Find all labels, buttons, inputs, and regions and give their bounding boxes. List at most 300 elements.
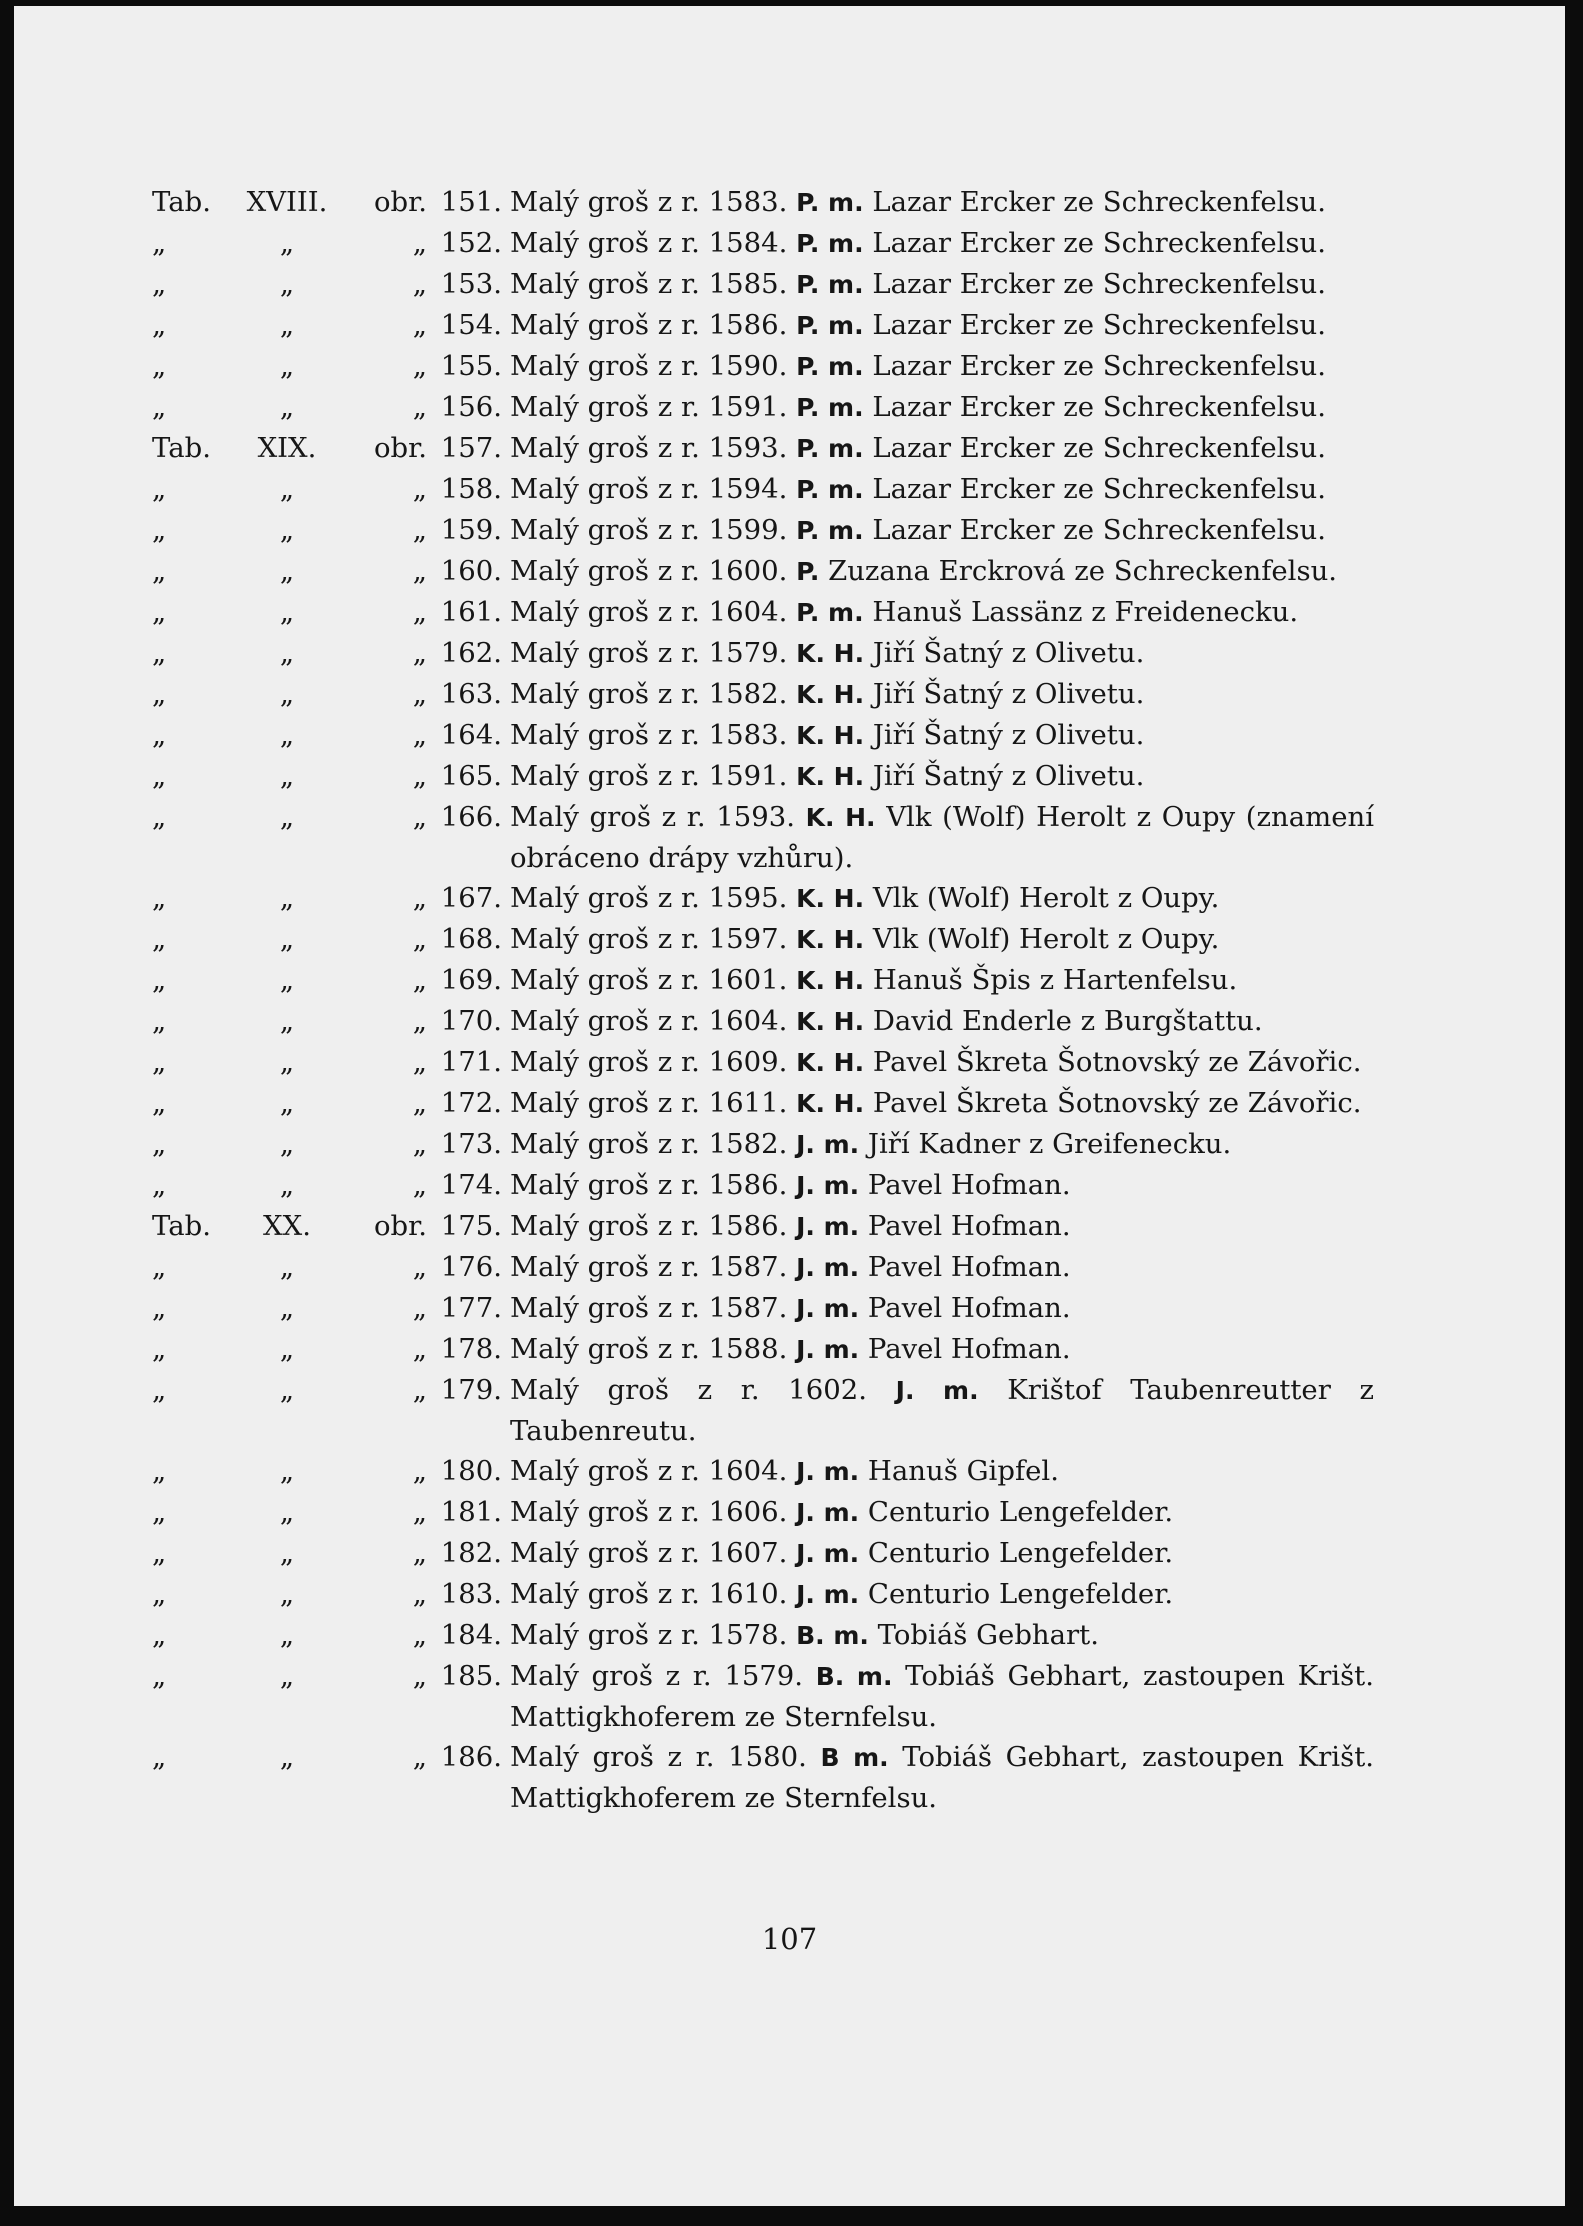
mint-mark: K. H. bbox=[796, 639, 865, 668]
mint-mark: K. H. bbox=[796, 680, 865, 709]
plate-label: „ bbox=[152, 1292, 167, 1324]
entry-description bbox=[510, 878, 1374, 919]
figure-number: 155. bbox=[440, 350, 502, 382]
mint-mark: B m. bbox=[820, 1743, 889, 1772]
mint-mark: P. m. bbox=[796, 270, 864, 299]
catalog-entry bbox=[152, 674, 1374, 715]
figure-label: „ bbox=[412, 1251, 427, 1283]
coin-description: Malý groš z r. 1604. bbox=[510, 596, 788, 628]
entry-description bbox=[510, 1247, 1374, 1288]
plate-label: Tab. bbox=[152, 186, 211, 218]
entry-description bbox=[510, 346, 1374, 387]
coin-description: Malý groš z r. 1591. bbox=[510, 760, 788, 792]
mint-mark: P. m. bbox=[796, 229, 864, 258]
mint-mark: P. m. bbox=[796, 352, 864, 381]
figure-number: 154. bbox=[440, 309, 502, 341]
mint-mark: P. m. bbox=[796, 516, 864, 545]
catalog-entry bbox=[152, 715, 1374, 756]
figure-label: „ bbox=[412, 1128, 427, 1160]
plate-number: „ bbox=[279, 1169, 295, 1201]
figure-label: „ bbox=[412, 882, 427, 914]
catalog-entry bbox=[152, 1451, 1374, 1492]
entry-description bbox=[510, 182, 1374, 223]
mintmaster-name: Lazar Ercker ze Schreckenfelsu. bbox=[872, 391, 1326, 423]
figure-label: „ bbox=[412, 1169, 427, 1201]
figure-label: „ bbox=[412, 760, 427, 792]
plate-number: „ bbox=[279, 309, 295, 341]
catalog-entry bbox=[152, 264, 1374, 305]
catalog-entry bbox=[152, 1329, 1374, 1370]
coin-description: Malý groš z r. 1582. bbox=[510, 678, 788, 710]
figure-label: „ bbox=[412, 1046, 427, 1078]
catalog-entry bbox=[152, 1124, 1374, 1165]
entry-description bbox=[510, 387, 1374, 428]
figure-label: „ bbox=[412, 964, 427, 996]
catalog-entry bbox=[152, 960, 1374, 1001]
plate-label: „ bbox=[152, 1578, 167, 1610]
plate-label: „ bbox=[152, 1455, 167, 1487]
coin-description: Malý groš z r. 1587. bbox=[510, 1292, 788, 1324]
mint-mark: P. bbox=[796, 557, 820, 586]
entry-description bbox=[510, 1737, 1374, 1818]
plate-number: „ bbox=[279, 514, 295, 546]
mint-mark: J. m. bbox=[796, 1130, 860, 1159]
entry-description bbox=[510, 223, 1374, 264]
mint-mark: K. H. bbox=[796, 966, 865, 995]
entry-description bbox=[510, 1615, 1374, 1656]
mintmaster-name: Lazar Ercker ze Schreckenfelsu. bbox=[872, 514, 1326, 546]
figure-number: 186. bbox=[440, 1741, 502, 1773]
coin-description: Malý groš z r. 1578. bbox=[510, 1619, 788, 1651]
plate-label: „ bbox=[152, 350, 167, 382]
mintmaster-name: Hanuš Lassänz z Freidenecku. bbox=[872, 596, 1299, 628]
figure-label: obr. bbox=[373, 186, 427, 218]
coin-description: Malý groš z r. 1595. bbox=[510, 882, 788, 914]
plate-number: „ bbox=[279, 1251, 295, 1283]
plate-label: „ bbox=[152, 637, 167, 669]
catalog-entry bbox=[152, 182, 1374, 223]
plate-label: „ bbox=[152, 1537, 167, 1569]
mint-mark: P. m. bbox=[796, 434, 864, 463]
plate-number: „ bbox=[279, 760, 295, 792]
plate-label: „ bbox=[152, 801, 167, 833]
mintmaster-name: Zuzana Erckrová ze Schreckenfelsu. bbox=[828, 555, 1338, 587]
coin-description: Malý groš z r. 1588. bbox=[510, 1333, 788, 1365]
mint-mark: K. H. bbox=[796, 762, 865, 791]
figure-number: 179. bbox=[440, 1374, 502, 1406]
mintmaster-name: Vlk (Wolf) Herolt z Oupy (znamení obráceno drápy vzhůru). bbox=[510, 801, 1374, 874]
figure-number: 172. bbox=[440, 1087, 502, 1119]
entry-description bbox=[510, 797, 1374, 878]
plate-number: „ bbox=[279, 637, 295, 669]
mintmaster-name: Lazar Ercker ze Schreckenfelsu. bbox=[872, 186, 1326, 218]
plate-number: „ bbox=[279, 1087, 295, 1119]
coin-description: Malý groš z r. 1586. bbox=[510, 309, 788, 341]
figure-label: „ bbox=[412, 514, 427, 546]
mintmaster-name: Vlk (Wolf) Herolt z Oupy. bbox=[872, 923, 1220, 955]
mintmaster-name: Pavel Hofman. bbox=[867, 1333, 1071, 1365]
figure-number: 156. bbox=[440, 391, 502, 423]
mintmaster-name: Centurio Lengefelder. bbox=[867, 1537, 1174, 1569]
figure-label: „ bbox=[412, 309, 427, 341]
figure-label: „ bbox=[412, 1292, 427, 1324]
mint-mark: J. m. bbox=[796, 1171, 860, 1200]
catalog-entry bbox=[152, 1737, 1374, 1818]
plate-number: „ bbox=[279, 1578, 295, 1610]
plate-label: „ bbox=[152, 882, 167, 914]
catalog-entry bbox=[152, 510, 1374, 551]
figure-label: „ bbox=[412, 555, 427, 587]
mint-mark: J. m. bbox=[796, 1539, 860, 1568]
mint-mark: P. m. bbox=[796, 598, 864, 627]
mintmaster-name: Hanuš Špis z Hartenfelsu. bbox=[872, 964, 1238, 996]
entry-description bbox=[510, 960, 1374, 1001]
catalog-entry bbox=[152, 878, 1374, 919]
mint-mark: K. H. bbox=[796, 925, 865, 954]
catalog-entry bbox=[152, 305, 1374, 346]
catalog-entry bbox=[152, 756, 1374, 797]
mint-mark: P. m. bbox=[796, 393, 864, 422]
plate-label: „ bbox=[152, 1741, 167, 1773]
plate-number: „ bbox=[279, 1374, 295, 1406]
mintmaster-name: Jiří Šatný z Olivetu. bbox=[872, 678, 1145, 710]
figure-label: obr. bbox=[373, 432, 427, 464]
plate-number: „ bbox=[279, 391, 295, 423]
mintmaster-name: Lazar Ercker ze Schreckenfelsu. bbox=[872, 473, 1326, 505]
mint-mark: J. m. bbox=[796, 1253, 860, 1282]
coin-description: Malý groš z r. 1601. bbox=[510, 964, 788, 996]
mintmaster-name: Vlk (Wolf) Herolt z Oupy. bbox=[872, 882, 1220, 914]
plate-label: „ bbox=[152, 596, 167, 628]
figure-label: „ bbox=[412, 1660, 427, 1692]
coin-description: Malý groš z r. 1582. bbox=[510, 1128, 788, 1160]
figure-label: „ bbox=[412, 1619, 427, 1651]
figure-number: 162. bbox=[440, 637, 502, 669]
catalog-entry bbox=[152, 1574, 1374, 1615]
plate-number: „ bbox=[279, 268, 295, 300]
plate-number: „ bbox=[279, 1046, 295, 1078]
coin-description: Malý groš z r. 1607. bbox=[510, 1537, 788, 1569]
mint-mark: K. H. bbox=[796, 1089, 865, 1118]
plate-label: „ bbox=[152, 514, 167, 546]
catalog-entry bbox=[152, 1533, 1374, 1574]
catalog-entry bbox=[152, 223, 1374, 264]
mint-mark: B. m. bbox=[796, 1621, 869, 1650]
catalog-entry bbox=[152, 1206, 1374, 1247]
plate-label: „ bbox=[152, 1333, 167, 1365]
catalog-entry bbox=[152, 1042, 1374, 1083]
catalog-entry bbox=[152, 1492, 1374, 1533]
figure-label: „ bbox=[412, 391, 427, 423]
plate-number: „ bbox=[279, 350, 295, 382]
plate-number: „ bbox=[279, 923, 295, 955]
mint-mark: P. m. bbox=[796, 475, 864, 504]
entry-description bbox=[510, 1451, 1374, 1492]
mint-mark: B. m. bbox=[815, 1662, 893, 1691]
figure-label: „ bbox=[412, 637, 427, 669]
figure-label: „ bbox=[412, 268, 427, 300]
coin-description: Malý groš z r. 1583. bbox=[510, 186, 788, 218]
plate-label: „ bbox=[152, 1496, 167, 1528]
plate-list bbox=[152, 182, 1374, 1818]
coin-description: Malý groš z r. 1599. bbox=[510, 514, 788, 546]
figure-label: obr. bbox=[373, 1210, 427, 1242]
plate-label: „ bbox=[152, 1005, 167, 1037]
entry-description bbox=[510, 756, 1374, 797]
entry-description bbox=[510, 305, 1374, 346]
plate-number: „ bbox=[279, 719, 295, 751]
mintmaster-name: Pavel Škreta Šotnovský ze Závořic. bbox=[872, 1046, 1362, 1078]
mintmaster-name: Centurio Lengefelder. bbox=[867, 1496, 1174, 1528]
catalog-entry bbox=[152, 1615, 1374, 1656]
entry-description bbox=[510, 1083, 1374, 1124]
figure-number: 175. bbox=[440, 1210, 502, 1242]
plate-number: „ bbox=[279, 473, 295, 505]
figure-label: „ bbox=[412, 1496, 427, 1528]
figure-number: 173. bbox=[440, 1128, 502, 1160]
mintmaster-name: Jiří Šatný z Olivetu. bbox=[872, 719, 1145, 751]
figure-number: 176. bbox=[440, 1251, 502, 1283]
entry-description bbox=[510, 1574, 1374, 1615]
mint-mark: K. H. bbox=[796, 1007, 865, 1036]
figure-number: 160. bbox=[440, 555, 502, 587]
coin-description: Malý groš z r. 1602. bbox=[510, 1374, 867, 1406]
figure-label: „ bbox=[412, 1741, 427, 1773]
figure-number: 168. bbox=[440, 923, 502, 955]
plate-number: „ bbox=[279, 801, 295, 833]
coin-description: Malý groš z r. 1580. bbox=[510, 1741, 807, 1773]
plate-number: „ bbox=[279, 678, 295, 710]
coin-description: Malý groš z r. 1606. bbox=[510, 1496, 788, 1528]
entry-description bbox=[510, 1370, 1374, 1451]
plate-number: „ bbox=[279, 1741, 295, 1773]
plate-label: „ bbox=[152, 1087, 167, 1119]
figure-number: 159. bbox=[440, 514, 502, 546]
catalog-entry bbox=[152, 1288, 1374, 1329]
coin-description: Malý groš z r. 1583. bbox=[510, 719, 788, 751]
figure-number: 169. bbox=[440, 964, 502, 996]
entry-description bbox=[510, 1533, 1374, 1574]
mintmaster-name: Lazar Ercker ze Schreckenfelsu. bbox=[872, 432, 1326, 464]
coin-description: Malý groš z r. 1593. bbox=[510, 801, 795, 833]
mintmaster-name: Hanuš Gipfel. bbox=[867, 1455, 1059, 1487]
mintmaster-name: Pavel Hofman. bbox=[867, 1251, 1071, 1283]
coin-description: Malý groš z r. 1586. bbox=[510, 1169, 788, 1201]
entry-description bbox=[510, 1124, 1374, 1165]
plate-label: „ bbox=[152, 1046, 167, 1078]
figure-number: 167. bbox=[440, 882, 502, 914]
mintmaster-name: Jiří Kadner z Greifenecku. bbox=[867, 1128, 1232, 1160]
figure-number: 183. bbox=[440, 1578, 502, 1610]
entry-description bbox=[510, 1329, 1374, 1370]
plate-number: „ bbox=[279, 1333, 295, 1365]
scanned-page bbox=[14, 6, 1565, 2206]
coin-description: Malý groš z r. 1579. bbox=[510, 1660, 804, 1692]
entry-description bbox=[510, 1656, 1374, 1737]
figure-number: 184. bbox=[440, 1619, 502, 1651]
mintmaster-name: Tobiáš Gebhart. bbox=[877, 1619, 1099, 1651]
figure-number: 181. bbox=[440, 1496, 502, 1528]
mintmaster-name: Jiří Šatný z Olivetu. bbox=[872, 637, 1145, 669]
figure-number: 166. bbox=[440, 801, 502, 833]
entry-description bbox=[510, 592, 1374, 633]
figure-number: 165. bbox=[440, 760, 502, 792]
plate-label: „ bbox=[152, 391, 167, 423]
figure-label: „ bbox=[412, 1578, 427, 1610]
entry-description bbox=[510, 1288, 1374, 1329]
catalog-entry bbox=[152, 469, 1374, 510]
mintmaster-name: Tobiáš Gebhart, zastoupen Krišt. Mattigkhoferem ze Sternfelsu. bbox=[510, 1741, 1374, 1814]
mint-mark: J. m. bbox=[796, 1212, 860, 1241]
mint-mark: K. H. bbox=[796, 1048, 865, 1077]
catalog-entry bbox=[152, 1001, 1374, 1042]
figure-number: 152. bbox=[440, 227, 502, 259]
figure-label: „ bbox=[412, 923, 427, 955]
entry-description bbox=[510, 633, 1374, 674]
plate-label: „ bbox=[152, 268, 167, 300]
plate-label: „ bbox=[152, 719, 167, 751]
catalog-entry bbox=[152, 428, 1374, 469]
coin-description: Malý groš z r. 1609. bbox=[510, 1046, 788, 1078]
mint-mark: J. m. bbox=[796, 1457, 860, 1486]
entry-description bbox=[510, 715, 1374, 756]
figure-number: 164. bbox=[440, 719, 502, 751]
mintmaster-name: Pavel Hofman. bbox=[867, 1210, 1071, 1242]
entry-description bbox=[510, 551, 1374, 592]
plate-label: „ bbox=[152, 760, 167, 792]
figure-label: „ bbox=[412, 1087, 427, 1119]
catalog-entry bbox=[152, 346, 1374, 387]
coin-description: Malý groš z r. 1586. bbox=[510, 1210, 788, 1242]
plate-label: „ bbox=[152, 555, 167, 587]
mint-mark: K. H. bbox=[796, 721, 865, 750]
plate-number: XIX. bbox=[257, 432, 317, 464]
coin-description: Malý groš z r. 1584. bbox=[510, 227, 788, 259]
entry-description bbox=[510, 1042, 1374, 1083]
plate-number: „ bbox=[279, 1005, 295, 1037]
catalog-entry bbox=[152, 919, 1374, 960]
figure-label: „ bbox=[412, 1333, 427, 1365]
figure-number: 158. bbox=[440, 473, 502, 505]
entry-description bbox=[510, 469, 1374, 510]
mintmaster-name: Lazar Ercker ze Schreckenfelsu. bbox=[872, 227, 1326, 259]
coin-description: Malý groš z r. 1585. bbox=[510, 268, 788, 300]
plate-number: „ bbox=[279, 1619, 295, 1651]
mintmaster-name: Jiří Šatný z Olivetu. bbox=[872, 760, 1145, 792]
entry-description bbox=[510, 1001, 1374, 1042]
figure-label: „ bbox=[412, 1005, 427, 1037]
figure-label: „ bbox=[412, 719, 427, 751]
catalog-entry bbox=[152, 387, 1374, 428]
figure-number: 171. bbox=[440, 1046, 502, 1078]
plate-number: „ bbox=[279, 964, 295, 996]
coin-description: Malý groš z r. 1591. bbox=[510, 391, 788, 423]
figure-label: „ bbox=[412, 1374, 427, 1406]
mint-mark: K. H. bbox=[796, 884, 865, 913]
figure-number: 177. bbox=[440, 1292, 502, 1324]
page-number: 107 bbox=[761, 1922, 818, 1956]
entry-description bbox=[510, 1492, 1374, 1533]
catalog-entry bbox=[152, 592, 1374, 633]
catalog-entry bbox=[152, 1165, 1374, 1206]
entry-description bbox=[510, 1165, 1374, 1206]
plate-number: „ bbox=[279, 1496, 295, 1528]
plate-label: „ bbox=[152, 473, 167, 505]
figure-number: 153. bbox=[440, 268, 502, 300]
plate-label: „ bbox=[152, 1169, 167, 1201]
plate-label: „ bbox=[152, 1374, 167, 1406]
plate-number: „ bbox=[279, 227, 295, 259]
entry-description bbox=[510, 264, 1374, 305]
figure-label: „ bbox=[412, 473, 427, 505]
figure-label: „ bbox=[412, 1537, 427, 1569]
coin-description: Malý groš z r. 1600. bbox=[510, 555, 788, 587]
figure-number: 170. bbox=[440, 1005, 502, 1037]
plate-label: „ bbox=[152, 1128, 167, 1160]
plate-label: „ bbox=[152, 1660, 167, 1692]
plate-label: „ bbox=[152, 923, 167, 955]
figure-label: „ bbox=[412, 596, 427, 628]
plate-number: „ bbox=[279, 1537, 295, 1569]
plate-number: „ bbox=[279, 1128, 295, 1160]
mint-mark: P. m. bbox=[796, 188, 864, 217]
figure-number: 180. bbox=[440, 1455, 502, 1487]
coin-description: Malý groš z r. 1590. bbox=[510, 350, 788, 382]
coin-description: Malý groš z r. 1604. bbox=[510, 1455, 788, 1487]
coin-description: Malý groš z r. 1611. bbox=[510, 1087, 788, 1119]
mintmaster-name: Krištof Taubenreutter z Taubenreutu. bbox=[510, 1374, 1374, 1447]
coin-description: Malý groš z r. 1594. bbox=[510, 473, 788, 505]
figure-number: 163. bbox=[440, 678, 502, 710]
entry-description bbox=[510, 674, 1374, 715]
plate-number: „ bbox=[279, 882, 295, 914]
catalog-entry bbox=[152, 633, 1374, 674]
catalog-entry bbox=[152, 797, 1374, 878]
figure-number: 182. bbox=[440, 1537, 502, 1569]
figure-number: 185. bbox=[440, 1660, 502, 1692]
figure-label: „ bbox=[412, 678, 427, 710]
coin-description: Malý groš z r. 1579. bbox=[510, 637, 788, 669]
entry-description bbox=[510, 919, 1374, 960]
mintmaster-name: Lazar Ercker ze Schreckenfelsu. bbox=[872, 350, 1326, 382]
coin-description: Malý groš z r. 1610. bbox=[510, 1578, 788, 1610]
plate-number: XVIII. bbox=[246, 186, 328, 218]
plate-label: „ bbox=[152, 227, 167, 259]
mint-mark: J. m. bbox=[796, 1294, 860, 1323]
mint-mark: P. m. bbox=[796, 311, 864, 340]
mint-mark: J. m. bbox=[796, 1580, 860, 1609]
mint-mark: K. H. bbox=[805, 803, 876, 832]
catalog-entry bbox=[152, 1370, 1374, 1451]
plate-label: „ bbox=[152, 964, 167, 996]
figure-number: 161. bbox=[440, 596, 502, 628]
figure-number: 174. bbox=[440, 1169, 502, 1201]
plate-number: „ bbox=[279, 596, 295, 628]
figure-number: 178. bbox=[440, 1333, 502, 1365]
plate-number: XX. bbox=[263, 1210, 311, 1242]
catalog-entry bbox=[152, 1656, 1374, 1737]
coin-description: Malý groš z r. 1597. bbox=[510, 923, 788, 955]
mintmaster-name: Lazar Ercker ze Schreckenfelsu. bbox=[872, 268, 1326, 300]
coin-description: Malý groš z r. 1587. bbox=[510, 1251, 788, 1283]
plate-label: „ bbox=[152, 1619, 167, 1651]
mintmaster-name: Tobiáš Gebhart, zastoupen Krišt. Mattigkhoferem ze Sternfelsu. bbox=[510, 1660, 1374, 1733]
coin-description: Malý groš z r. 1593. bbox=[510, 432, 788, 464]
plate-number: „ bbox=[279, 1455, 295, 1487]
figure-label: „ bbox=[412, 227, 427, 259]
entry-description bbox=[510, 510, 1374, 551]
plate-number: „ bbox=[279, 555, 295, 587]
